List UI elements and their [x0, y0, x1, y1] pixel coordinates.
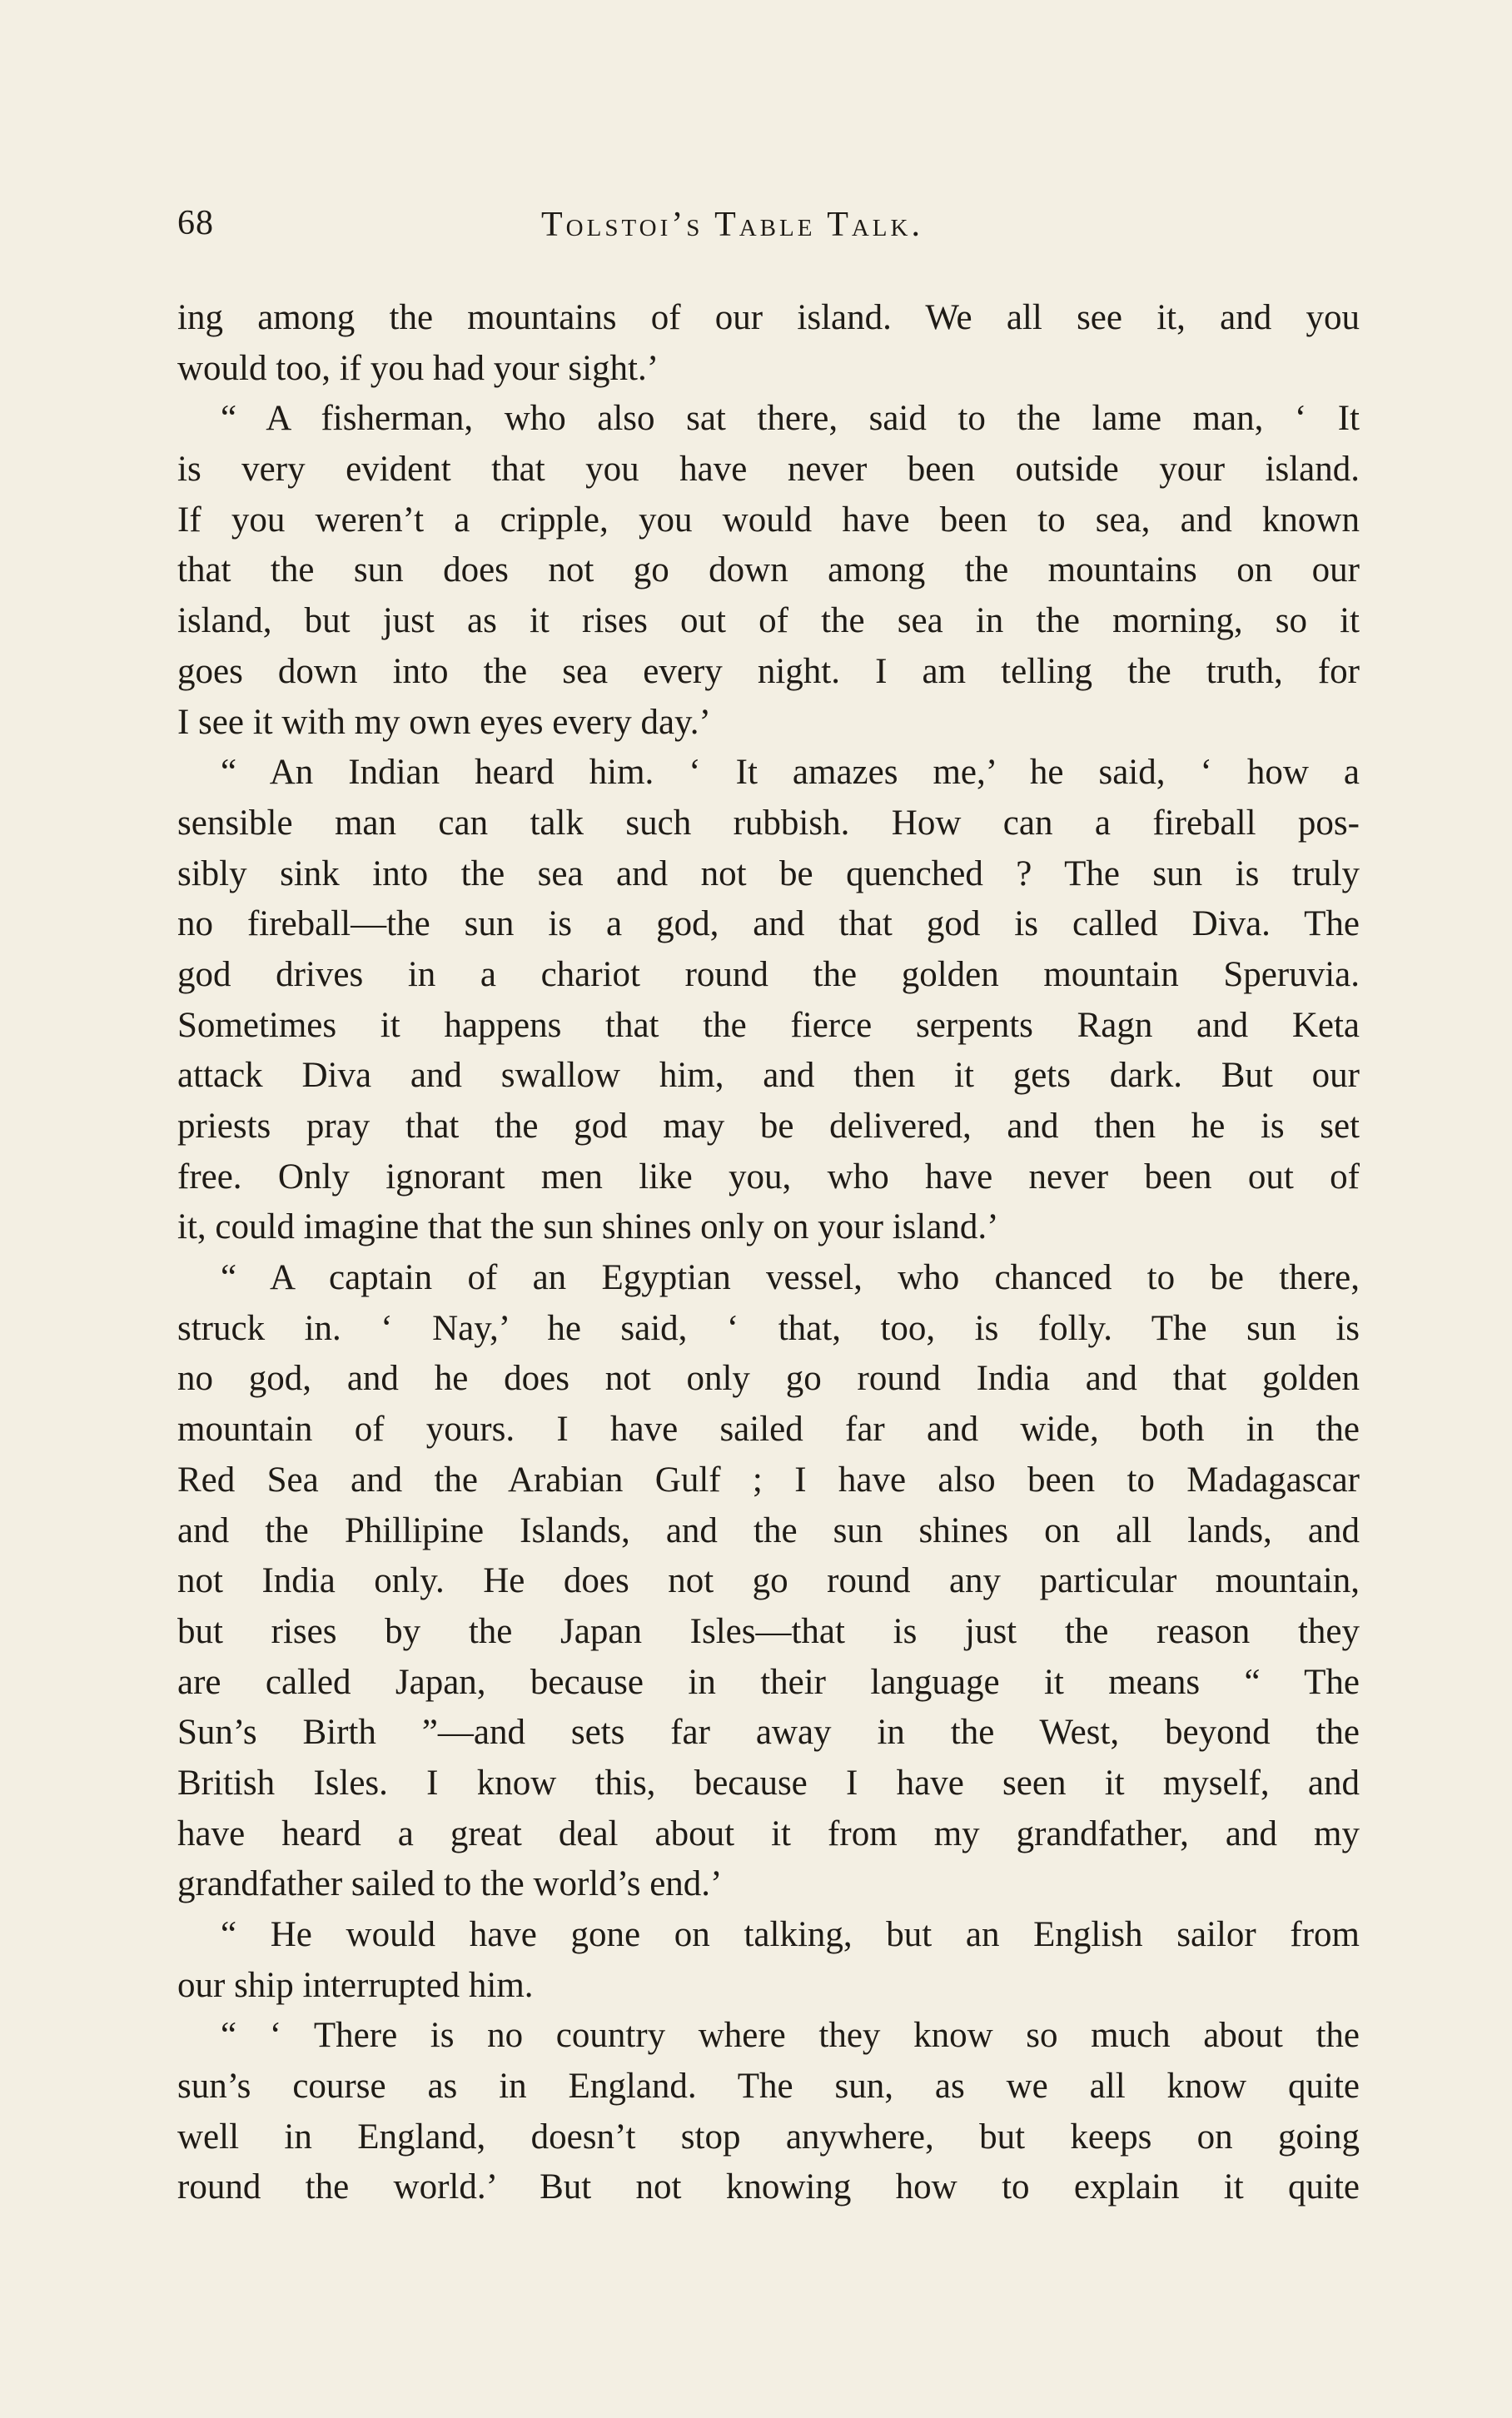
page-number: 68: [177, 204, 214, 242]
text-line: but rises by the Japan Isles—that is just the reason they: [177, 1611, 1360, 1651]
running-title: Tolstoi’s Table Talk.: [541, 206, 923, 244]
text-line: not India only. He does not go round any particular mountain,: [177, 1561, 1360, 1601]
page-header: [177, 203, 1360, 253]
text-line: Red Sea and the Arabian Gulf ; I have also been to Madagascar: [177, 1460, 1360, 1500]
text-line: our ship interrupted him.: [177, 1965, 534, 2005]
text-line: no god, and he does not only go round India and that golden: [177, 1359, 1360, 1399]
text-line: grandfather sailed to the world’s end.’: [177, 1864, 723, 1904]
text-line: If you weren’t a cripple, you would have been to sea, and known: [177, 500, 1360, 540]
body-text: [177, 293, 1360, 2213]
text-line: Sometimes it happens that the fierce serpents Ragn and Keta: [177, 1005, 1360, 1045]
text-line: ing among the mountains of our island. We all see it, and you: [177, 298, 1360, 337]
text-line: round the world.’ But not knowing how to explain it quite: [177, 2167, 1360, 2207]
text-line: “ He would have gone on talking, but an English sailor from: [221, 1915, 1360, 1954]
text-line: “ An Indian heard him. ‘ It amazes me,’ he said, ‘ how a: [221, 753, 1360, 793]
text-line: Sun’s Birth ”—and sets far away in the West, beyond the: [177, 1713, 1360, 1753]
text-line: I see it with my own eyes every day.’: [177, 702, 711, 742]
text-line: sensible man can talk such rubbish. How can a fireball pos-: [177, 803, 1360, 843]
text-line: and the Phillipine Islands, and the sun shines on all lands, and: [177, 1510, 1360, 1550]
text-line: no fireball—the sun is a god, and that god is called Diva. The: [177, 904, 1360, 944]
text-line: have heard a great deal about it from my grandfather, and my: [177, 1813, 1360, 1853]
text-line: sibly sink into the sea and not be quenched ? The sun is truly: [177, 853, 1360, 893]
text-line: it, could imagine that the sun shines only on your island.’: [177, 1207, 999, 1247]
text-line: “ ‘ There is no country where they know so much about the: [221, 2016, 1360, 2056]
text-line: British Isles. I know this, because I have seen it myself, and: [177, 1763, 1360, 1803]
text-line: sun’s course as in England. The sun, as we all know quite: [177, 2067, 1360, 2107]
text-line: island, but just as it rises out of the sea in the morning, so it: [177, 601, 1360, 641]
text-line: are called Japan, because in their language it means “ The: [177, 1662, 1360, 1702]
text-line: goes down into the sea every night. I am telling the truth, for: [177, 651, 1360, 691]
text-line: “ A fisherman, who also sat there, said to the lame man, ‘ It: [221, 399, 1360, 439]
text-line: is very evident that you have never been outside your island.: [177, 450, 1360, 490]
text-line: priests pray that the god may be delivered, and then he is set: [177, 1107, 1360, 1146]
text-line: attack Diva and swallow him, and then it gets dark. But our: [177, 1056, 1360, 1096]
text-line: well in England, doesn’t stop anywhere, but keeps on going: [177, 2117, 1360, 2157]
text-line: would too, if you had your sight.’: [177, 348, 659, 388]
text-line: free. Only ignorant men like you, who have never been out of: [177, 1157, 1360, 1197]
text-line: god drives in a chariot round the golden mountain Speruvia.: [177, 954, 1360, 994]
text-line: that the sun does not go down among the mountains on our: [177, 550, 1360, 590]
text-line: “ A captain of an Egyptian vessel, who chanced to be there,: [221, 1258, 1360, 1298]
text-line: struck in. ‘ Nay,’ he said, ‘ that, too, is folly. The sun is: [177, 1308, 1360, 1348]
text-line: mountain of yours. I have sailed far and wide, both in the: [177, 1410, 1360, 1450]
